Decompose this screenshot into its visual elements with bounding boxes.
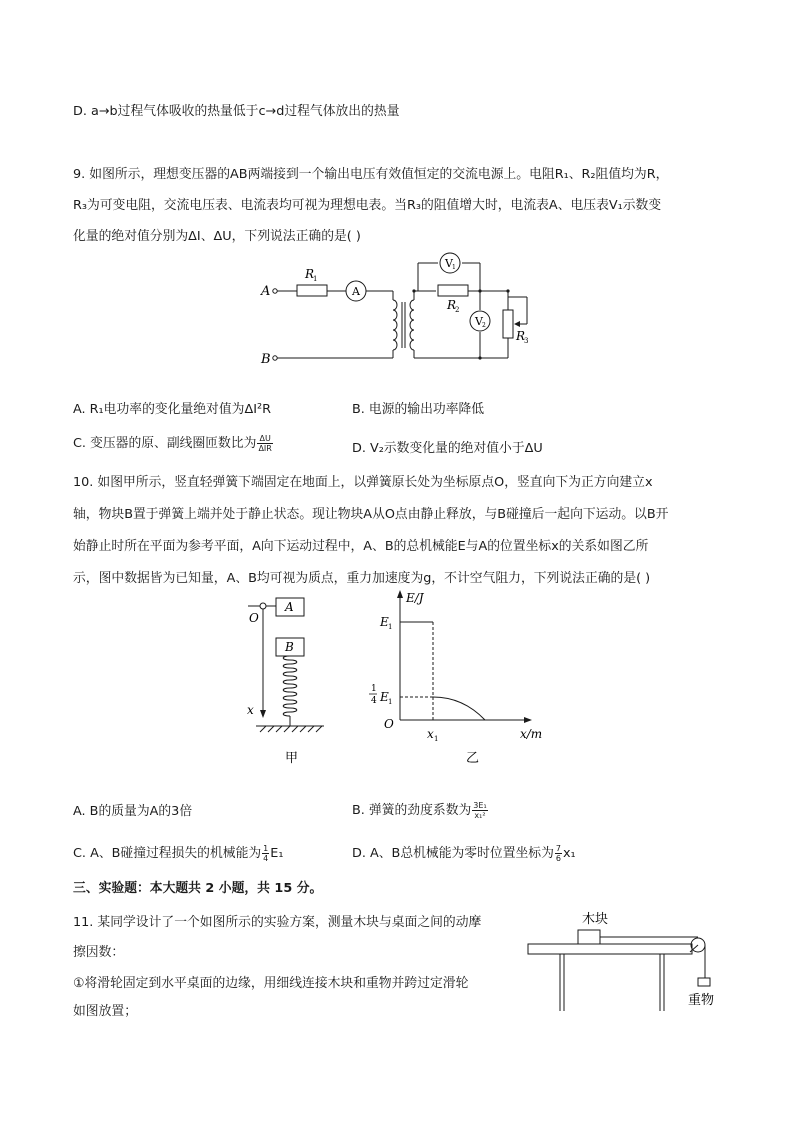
q10-stem-line-1: 10. 如图甲所示，竖直轻弹簧下端固定在地面上，以弹簧原长处为坐标原点O，竖直向下为正方向建立x [73,475,653,490]
v1-sub: 1 [452,264,456,271]
origin-o-label: O [249,611,259,625]
q11-stem-line-4: 如图放置； [73,1004,137,1019]
x-axis-label: x [247,703,254,717]
figure-yi-caption: 乙 [466,751,480,766]
q10-option-b-fraction [472,801,487,820]
q10-option-a: A. B的质量为A的3倍 [73,804,193,819]
q9-option-c [73,434,274,453]
fraction-denominator: 6 [555,854,561,863]
q10-option-d-suffix: x₁ [562,846,576,861]
q10-stem-line-2: 轴，物块B置于弹簧上端并处于静止状态。现让物块A从O点由静止释放，与B碰撞后一起向下运动。以B开 [73,507,669,522]
q10-option-d [352,844,576,863]
r2-sub: 2 [455,306,460,314]
fraction-denominator: x₁² [474,811,486,820]
q9-option-d: D. V₂示数变化量的绝对值小于ΔU [352,441,543,456]
q10-option-b [352,801,489,820]
q9-option-b: B. 电源的输出功率降低 [352,402,485,417]
terminal-b-label: B [261,352,271,367]
q10-figure-jia [238,590,330,770]
r3-sub: 3 [524,337,529,345]
quarter-e1-label: E [380,690,389,704]
x-axis-label: x/m [520,727,543,741]
x1-sub: 1 [434,735,439,743]
r3-label: R [516,329,526,343]
r1-label: R [305,267,315,281]
section-3-title: 三、实验题：本大题共 2 小题，共 15 分。 [73,881,323,896]
fraction-denominator: 4 [263,854,269,863]
x1-label: x [427,727,434,741]
q9-option-a: A. R₁电功率的变化量绝对值为ΔI²R [73,402,272,417]
q9-stem-line-3: 化量的绝对值分别为ΔI、ΔU，下列说法正确的是( ) [73,229,361,244]
v2-sub: 2 [482,322,486,329]
weight-label: 重物 [688,993,715,1008]
quarter-numerator: 1 [371,684,377,694]
q10-option-d-text: D. A、B总机械能为零时位置坐标为 [352,846,554,861]
fraction-numerator: 7 [555,844,561,853]
fraction-numerator: 3E₁ [473,801,487,810]
q10-option-b-text: B. 弹簧的劲度系数为 [352,803,472,818]
q9-option-c-fraction [257,434,272,453]
terminal-a-label: A [261,284,271,299]
r2-label: R [447,298,457,312]
v1-label: V [445,257,453,270]
y-axis-label: E/J [406,591,424,605]
block-label: 木块 [582,912,609,927]
v2-label: V [475,315,483,328]
ammeter-label: A [352,285,360,298]
quarter-e1-sub: 1 [388,698,393,706]
q11-stem-line-2: 擦因数： [73,945,125,960]
q9-stem-line-1: 9. 如图所示，理想变压器的AB两端接到一个输出电压有效值恒定的交流电源上。电阻R₁、R₂阻值均为R， [73,167,669,182]
r1-sub: 1 [313,275,318,283]
q10-option-c-suffix: E₁ [270,846,284,861]
q10-option-c-text: C. A、B碰撞过程损失的机械能为 [73,846,262,861]
quarter-denominator: 4 [371,696,377,706]
q10-stem-line-4: 示，图中数据皆为已知量，A、B均可视为质点，重力加速度为g，不计空气阻力，下列说法正确的是( ) [73,571,651,586]
origin-label: O [384,717,394,731]
fraction-numerator: ΔU [257,434,272,444]
q8-option-d: D. a→b过程气体吸收的热量低于c→d过程气体放出的热量 [73,104,400,119]
q11-stem-line-3: ①将滑轮固定到水平桌面的边缘，用细线连接木块和重物并跨过定滑轮 [73,976,469,991]
fraction-denominator: ΔIR [258,444,272,453]
fraction-numerator: 1 [263,844,269,853]
figure-jia-caption: 甲 [285,751,299,766]
q10-option-c [73,844,283,863]
e1-label: E [380,615,389,629]
q9-stem-line-2: R₃为可变电阻，交流电压表、电流表均可视为理想电表。当R₃的阻值增大时，电流表A、电压表V₁示数变 [73,198,662,213]
block-a-label: A [285,600,294,614]
q10-figure-yi [360,588,560,770]
block-b-label: B [285,640,294,654]
q10-stem-line-3: 始静止时所在平面为参考平面，A向下运动过程中，A、B的总机械能E与A的位置坐标x的关系如图乙所 [73,539,649,554]
e1-sub: 1 [388,623,393,631]
q9-option-c-text: C. 变压器的原、副线圈匝数比为 [73,436,257,451]
q11-table-pulley-diagram [520,905,730,1015]
q9-circuit-diagram [255,250,540,375]
q11-stem-line-1: 11. 某同学设计了一个如图所示的实验方案，测量木块与桌面之间的动摩 [73,915,482,930]
q10-option-c-fraction [262,844,269,863]
q10-option-d-fraction [555,844,562,863]
